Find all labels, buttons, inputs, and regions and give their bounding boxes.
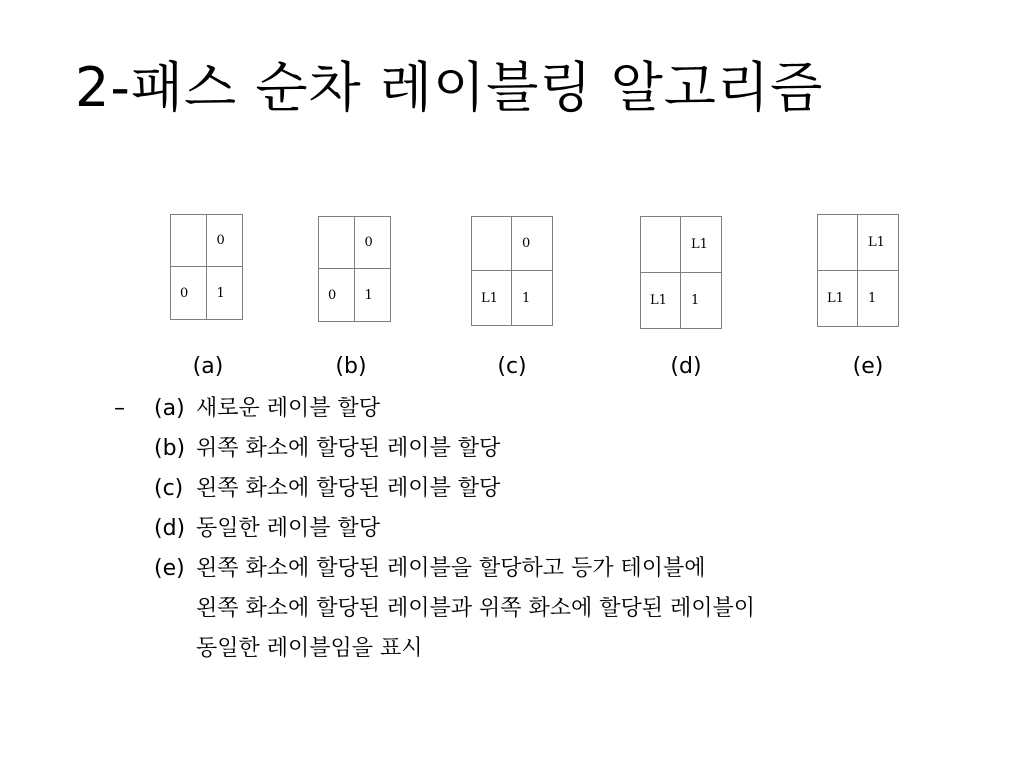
diagram-caption-e: (e) [852,354,884,379]
description-continuation-line: 왼쪽 화소에 할당된 레이블과 위쪽 화소에 할당된 레이블이 [196,596,756,621]
pixel-grid-a [170,214,243,320]
bullet-dash: – [114,396,125,421]
description-item-a [154,394,380,424]
item-label: (e) [154,556,185,581]
diagram-caption-d: (d) [670,354,702,379]
description-continuation-line: 동일한 레이블임을 표시 [196,636,423,661]
grid-cell-bottom-right: 1 [691,292,700,308]
grid-cell-top-left [641,217,681,273]
grid-cell-bottom-left: L1 [472,271,512,325]
grid-cell-top-left [171,215,207,267]
grid-cell-bottom-left: 0 [171,267,207,319]
grid-cell-top-right: 0 [512,217,552,271]
item-label: (a) [154,396,185,421]
diagram-caption-b: (b) [335,354,367,379]
grid-cell-top-right: 0 [207,215,243,267]
grid-cell-bottom-right: 1 [522,290,531,306]
pixel-grid-e [817,214,899,327]
pixel-grid-d [640,216,722,329]
item-text: 왼쪽 화소에 할당된 레이블 할당 [196,476,501,501]
item-text: 왼쪽 화소에 할당된 레이블을 할당하고 등가 테이블에 [196,556,706,581]
item-label: (d) [154,516,186,541]
grid-cell-top-right: L1 [681,217,721,273]
description-item-c [154,474,500,504]
diagram-caption-a: (a) [192,354,224,379]
grid-cell-bottom-right: 1 [364,287,373,303]
description-item-d [154,514,380,544]
description-item-b [154,434,500,464]
grid-cell-bottom-left: L1 [641,273,681,329]
item-text: 새로운 레이블 할당 [196,396,381,421]
item-text: 위쪽 화소에 할당된 레이블 할당 [196,436,501,461]
item-label: (b) [154,436,186,461]
grid-cell-bottom-left: 0 [319,269,355,321]
grid-cell-top-left [319,217,355,269]
diagram-caption-c: (c) [497,354,527,379]
item-label: (c) [154,476,184,501]
description-item-e [154,554,706,584]
pixel-grid-b [318,216,391,322]
grid-cell-top-right: L1 [858,215,898,271]
grid-cell-top-right: 0 [355,217,391,269]
grid-cell-top-left [472,217,512,271]
grid-cell-bottom-right: 1 [868,290,877,306]
grid-cell-bottom-right: 1 [216,285,225,301]
grid-cell-top-left [818,215,858,271]
grid-cell-bottom-left: L1 [818,271,858,327]
item-text: 동일한 레이블 할당 [196,516,381,541]
pixel-grid-c [471,216,553,326]
slide-title: 2-패스 순차 레이블링 알고리즘 [75,56,824,119]
